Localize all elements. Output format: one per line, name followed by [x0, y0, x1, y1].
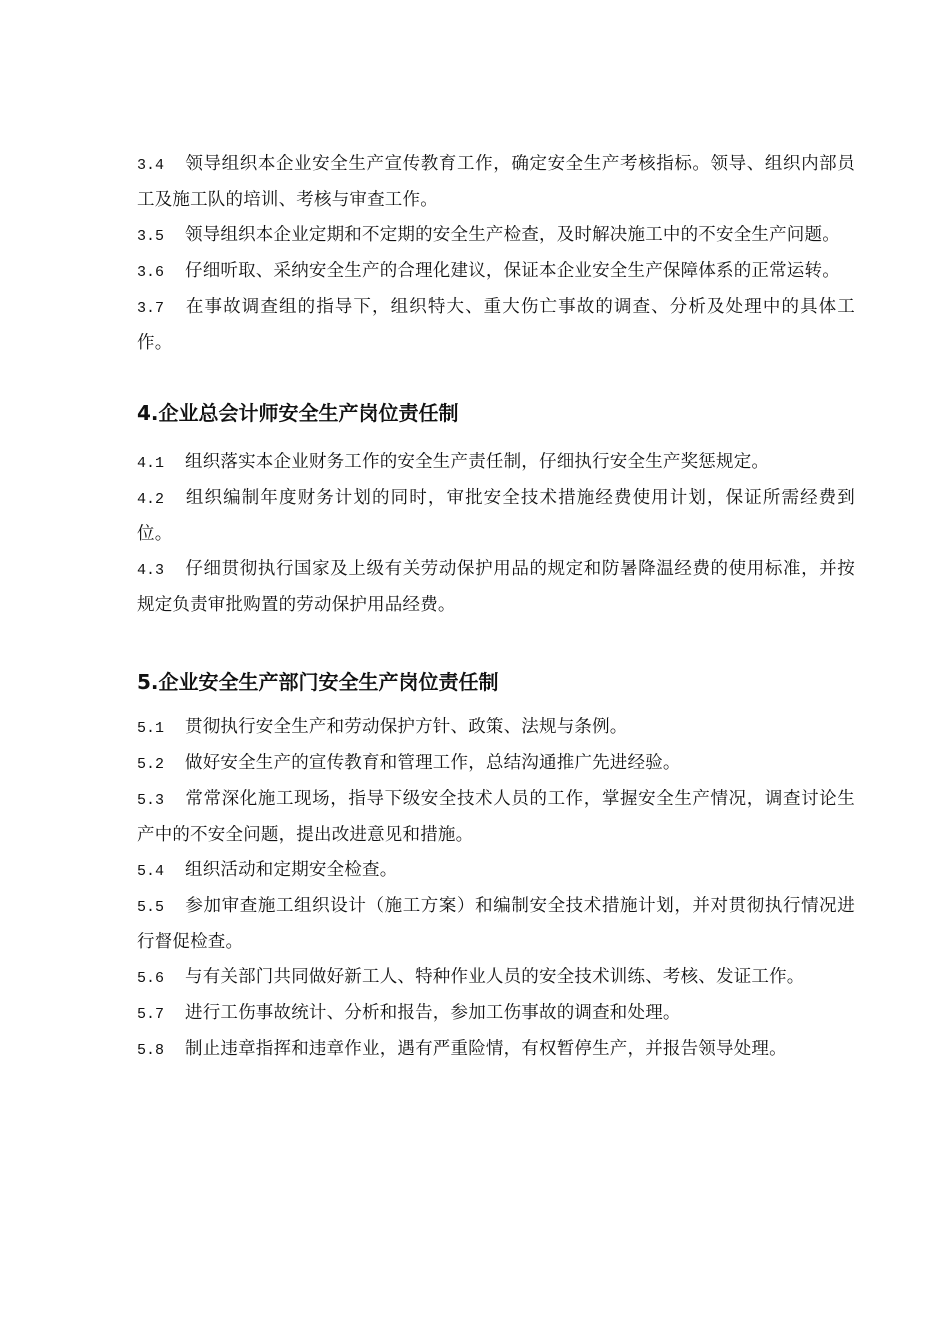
item-text: 组织落实本企业财务工作的安全生产责任制，仔细执行安全生产奖惩规定。 — [185, 452, 770, 472]
item-5-8 — [137, 1032, 855, 1068]
item-text: 仔细贯彻执行国家及上级有关劳动保护用品的规定和防暑降温经费的使用标准，并按规定负责审批购置的劳动保护用品经费。 — [137, 559, 855, 615]
item-number: 5.2 — [137, 756, 165, 773]
section-5-items — [137, 710, 855, 1068]
item-3-6 — [137, 254, 855, 290]
item-text: 领导组织本企业定期和不定期的安全生产检查，及时解决施工中的不安全生产问题。 — [185, 225, 840, 245]
item-5-3 — [137, 782, 855, 853]
item-text: 做好安全生产的宣传教育和管理工作，总结沟通推广先进经验。 — [185, 753, 681, 773]
item-number: 3.5 — [137, 228, 165, 245]
item-text: 参加审查施工组织设计（施工方案）和编制安全技术措施计划，并对贯彻执行情况进行督促检查。 — [137, 896, 855, 952]
item-5-6 — [137, 960, 855, 996]
item-text: 组织编制年度财务计划的同时，审批安全技术措施经费使用计划，保证所需经费到位。 — [137, 488, 855, 544]
item-5-4 — [137, 853, 855, 889]
item-3-7 — [137, 290, 855, 361]
item-text: 制止违章指挥和违章作业，遇有严重险情，有权暂停生产，并报告领导处理。 — [185, 1039, 787, 1059]
section-5-heading: 5.企业安全生产部门安全生产岗位责任制 — [137, 670, 499, 694]
section-4-items — [137, 445, 855, 623]
item-3-5 — [137, 218, 855, 254]
item-text: 与有关部门共同做好新工人、特种作业人员的安全技术训练、考核、发证工作。 — [185, 967, 805, 987]
item-number: 3.4 — [137, 157, 165, 174]
item-number: 5.4 — [137, 863, 165, 880]
item-5-1 — [137, 710, 855, 746]
item-number: 3.6 — [137, 264, 165, 281]
item-text: 贯彻执行安全生产和劳动保护方针、政策、法规与条例。 — [185, 717, 628, 737]
item-text: 领导组织本企业安全生产宣传教育工作，确定安全生产考核指标。领导、组织内部员工及施工队的培训、考核与审查工作。 — [137, 154, 855, 210]
item-text: 在事故调查组的指导下，组织特大、重大伤亡事故的调查、分析及处理中的具体工作。 — [137, 297, 855, 353]
item-number: 4.3 — [137, 562, 165, 579]
item-4-1 — [137, 445, 855, 481]
item-5-2 — [137, 746, 855, 782]
item-number: 3.7 — [137, 300, 165, 317]
item-text: 仔细听取、采纳安全生产的合理化建议，保证本企业安全生产保障体系的正常运转。 — [185, 261, 840, 281]
item-text: 组织活动和定期安全检查。 — [185, 860, 398, 880]
item-number: 5.3 — [137, 792, 165, 809]
item-4-2 — [137, 481, 855, 552]
item-number: 5.5 — [137, 899, 165, 916]
item-number: 5.6 — [137, 970, 165, 987]
item-number: 5.7 — [137, 1006, 165, 1023]
section-3-items — [137, 147, 855, 361]
item-5-7 — [137, 996, 855, 1032]
item-text: 进行工伤事故统计、分析和报告，参加工伤事故的调查和处理。 — [185, 1003, 681, 1023]
item-4-3 — [137, 552, 855, 623]
item-number: 4.1 — [137, 455, 165, 472]
item-number: 5.8 — [137, 1042, 165, 1059]
item-5-5 — [137, 889, 855, 960]
item-number: 4.2 — [137, 491, 165, 508]
section-4-heading: 4.企业总会计师安全生产岗位责任制 — [137, 401, 459, 425]
item-number: 5.1 — [137, 720, 165, 737]
item-text: 常常深化施工现场，指导下级安全技术人员的工作，掌握安全生产情况，调查讨论生产中的不安全问题，提出改进意见和措施。 — [137, 789, 855, 845]
item-3-4 — [137, 147, 855, 218]
